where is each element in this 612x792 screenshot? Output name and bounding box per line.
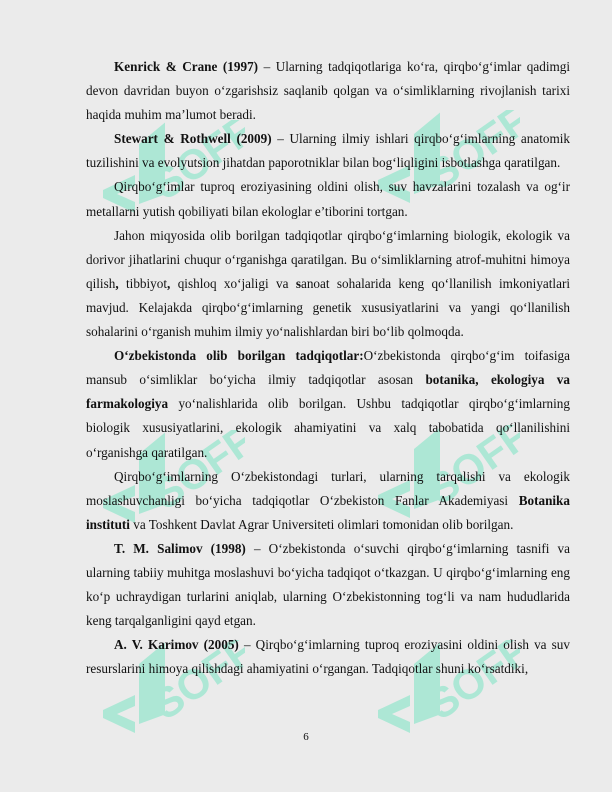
paragraph-text: – Qirqbo‘g‘imlarning tuproq eroziyasini oldini olish va suv resurslarini himoya qilishdagi ahamiyatini o‘rgangan. Tadqiqotlar shuni ko‘rsatdiki, bbox=[86, 637, 570, 677]
citation-author: Stewart & Rothwell (2009) bbox=[114, 131, 272, 147]
paragraph bbox=[86, 465, 570, 537]
citation-author: T. M. Salimov (1998) bbox=[114, 540, 246, 556]
paragraph-text: tibbiyot bbox=[118, 275, 168, 291]
svg-text:SOFF: SOFF bbox=[143, 120, 245, 209]
svg-text:SOFF: SOFF bbox=[418, 425, 520, 514]
bold-phrase: botanika, ekologiya va farmakologiya bbox=[86, 372, 570, 412]
paragraph-text: – O‘zbekistonda o‘suvchi qirqbo‘g‘imlarning tasnifi va ularning tabiiy muhitga moslashuvi bo‘yicha tadqiqot o‘tkazgan. U qirqbo‘g‘imlarning eng ko‘p uchraydigan turlarini aniqlab, ularning O‘zbekistonning tog‘li va nam hududlarida keng tarqalganligini qayd etgan. bbox=[86, 540, 570, 629]
paragraph-text: – Ularning ilmiy ishlari qirqbo‘g‘imlarning anatomik tuzilishini va evolyutsion jihatdan paporotniklar bilan bog‘liqligini isbotlashga qaratilgan. bbox=[86, 131, 570, 171]
paragraph-text: yo‘nalishlarida olib borilgan. Ushbu tadqiqotlar qirqbo‘g‘imlarning biologik xususiyatlarini, ekologik ahamiyatini va xalq tabobatida qo‘llanilishini o‘rganishga qaratilgan. bbox=[86, 396, 570, 460]
paragraph-text: Jahon miqyosida olib borilgan tadqiqotlar qirqbo‘g‘imlarning biologik, ekologik va dorivor jihatlarini chuqur o‘rganishga qaratilgan. Bu o‘simliklarning atrof-muhitni himoya qilish bbox=[86, 227, 570, 291]
svg-text:SOFF: SOFF bbox=[418, 640, 520, 729]
paragraph-text: Qirqbo‘g‘imlarning O‘zbekistondagi turlari, ularning tarqalishi va ekologik moslashuvchanligi bo‘yicha tadqiqotlar O‘zbekiston Fanlar Akademiyasi bbox=[86, 468, 570, 508]
paragraph bbox=[86, 55, 570, 127]
svg-text:SOFF: SOFF bbox=[418, 110, 520, 199]
paragraph bbox=[86, 175, 570, 223]
bold-letter: s bbox=[295, 275, 301, 291]
paragraph-text: O‘zbekistonda qirqbo‘g‘im toifasiga mansub o‘simliklar bo‘yicha ilmiy tadqiqotlar asosan bbox=[86, 348, 570, 388]
section-lead: O‘zbekistonda olib borilgan tadqiqotlar: bbox=[114, 348, 364, 364]
svg-text:SOFF: SOFF bbox=[143, 640, 245, 729]
paragraph-text: qishloq xo‘jaligi va bbox=[170, 275, 296, 291]
paragraph bbox=[86, 224, 570, 344]
paragraph bbox=[86, 633, 570, 681]
bold-comma: , bbox=[115, 275, 119, 291]
body-text bbox=[86, 55, 570, 681]
paragraph-text: Qirqbo‘g‘imlar tuproq eroziyasining oldini olish, suv havzalarini tozalash va og‘ir metallarni yutish qobiliyati bilan ekologlar e’tiborini tortgan. bbox=[86, 179, 570, 219]
bold-comma: , bbox=[167, 275, 171, 291]
paragraph bbox=[86, 537, 570, 633]
paragraph bbox=[86, 127, 570, 175]
citation-author: A. V. Karimov (2005) bbox=[114, 637, 239, 653]
paragraph-text: – Ularning tadqiqotlariga ko‘ra, qirqbo‘g‘imlar qadimgi devon davridan buyon o‘zgarishsiz saqlanib qolgan va o‘simliklarning rivojlanish tarixi haqida muhim ma’lumot beradi. bbox=[86, 59, 570, 123]
bold-phrase: Botanika instituti bbox=[86, 492, 570, 532]
page-number: 6 bbox=[303, 731, 309, 743]
paragraph bbox=[86, 344, 570, 464]
svg-text:SOFF: SOFF bbox=[143, 430, 245, 519]
paragraph-text: va Toshkent Davlat Agrar Universiteti olimlari tomonidan olib borilgan. bbox=[129, 516, 514, 532]
paragraph-text: anoat sohalarida keng qo‘llanilish imkoniyatlari mavjud. Kelajakda qirqbo‘g‘imlarning genetik xususiyatlarini va yangi qo‘llanilish sohalarini o‘rganish muhim ilmiy yo‘nalishlardan biri bo‘lib qolmoqda. bbox=[86, 275, 571, 340]
citation-author: Kenrick & Crane (1997) bbox=[114, 59, 259, 74]
